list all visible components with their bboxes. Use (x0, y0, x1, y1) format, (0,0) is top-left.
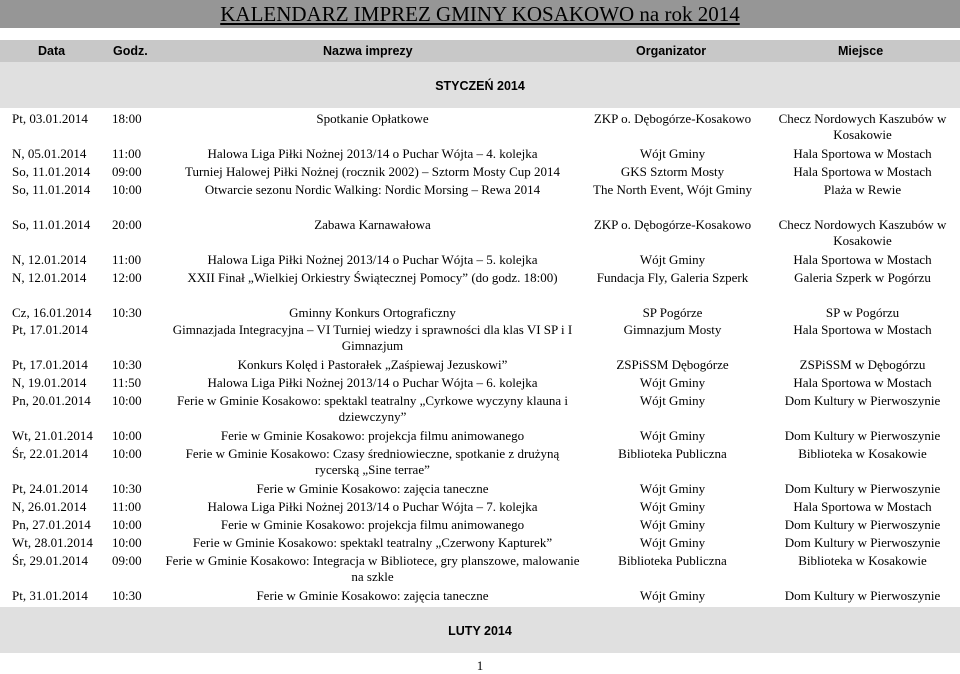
event-time: 09:00 (112, 164, 142, 179)
event-date: Wt, 21.01.2014 (12, 428, 93, 443)
event-name: Halowa Liga Piłki Nożnej 2013/14 o Puchar Wójta – 7. kolejka (207, 499, 538, 514)
event-place: SP w Pogórzu (825, 305, 900, 320)
event-time: 09:00 (112, 553, 142, 568)
event-name: Gimnazjada Integracyjna – VI Turniej wiedzy i sprawności dla klas VI SP i I Gimnazjum (172, 322, 573, 353)
event-time: 10:00 (112, 446, 142, 461)
event-organizer: Wójt Gminy (639, 517, 706, 532)
event-name: Turniej Halowej Piłki Nożnej (rocznik 2002) – Sztorm Mosty Cup 2014 (184, 164, 561, 179)
event-date: Cz, 16.01.2014 (12, 305, 92, 320)
event-organizer: ZKP o. Dębogórze-Kosakowo (593, 111, 752, 126)
event-time: 10:00 (112, 535, 142, 550)
event-name: Spotkanie Opłatkowe (316, 111, 429, 126)
event-date: So, 11.01.2014 (12, 217, 91, 232)
event-date: Śr, 29.01.2014 (12, 553, 89, 568)
event-organizer: ZSPiSSM Dębogórze (616, 357, 729, 372)
event-date: Pt, 03.01.2014 (12, 111, 88, 126)
event-date: Wt, 28.01.2014 (12, 535, 93, 550)
event-place: Dom Kultury w Pierwoszynie (784, 535, 941, 550)
event-place: Hala Sportowa w Mostach (793, 499, 932, 514)
event-organizer: Wójt Gminy (639, 481, 706, 496)
month-label: STYCZEŃ 2014 (435, 79, 525, 93)
event-name: Halowa Liga Piłki Nożnej 2013/14 o Puchar Wójta – 5. kolejka (207, 252, 538, 267)
event-time: 10:30 (112, 588, 142, 603)
event-date: N, 12.01.2014 (12, 270, 87, 285)
event-date: So, 11.01.2014 (12, 164, 91, 179)
month-label: LUTY 2014 (448, 624, 512, 638)
event-date: Pt, 17.01.2014 (12, 322, 88, 337)
event-date: Pt, 31.01.2014 (12, 588, 88, 603)
event-name: Gminny Konkurs Ortograficzny (289, 305, 456, 320)
event-time: 18:00 (112, 111, 142, 126)
event-place: Checz Nordowych Kaszubów w Kosakowie (778, 217, 947, 248)
event-time: 11:00 (112, 146, 142, 161)
event-name: Ferie w Gminie Kosakowo: zajęcia taneczne (256, 481, 489, 496)
event-place: ZSPiSSM w Dębogórzu (799, 357, 926, 372)
event-name: Ferie w Gminie Kosakowo: spektakl teatralny „Czerwony Kapturek” (192, 535, 553, 550)
header-place: Miejsce (838, 44, 884, 58)
event-date: Pn, 20.01.2014 (12, 393, 91, 408)
event-organizer: Fundacja Fly, Galeria Szperk (596, 270, 749, 285)
event-place: Checz Nordowych Kaszubów w Kosakowie (778, 111, 947, 142)
page-number: 1 (476, 658, 484, 673)
event-place: Dom Kultury w Pierwoszynie (784, 428, 941, 443)
event-date: N, 12.01.2014 (12, 252, 87, 267)
event-time: 12:00 (112, 270, 142, 285)
event-organizer: SP Pogórze (642, 305, 703, 320)
event-name: XXII Finał „Wielkiej Orkiestry Świątecznej Pomocy” (do godz. 18:00) (187, 270, 558, 285)
event-name: Konkurs Kolęd i Pastorałek „Zaśpiewaj Jezuskowi” (237, 357, 508, 372)
event-organizer: Wójt Gminy (639, 535, 706, 550)
event-date: N, 26.01.2014 (12, 499, 87, 514)
header-organizer: Organizator (636, 44, 707, 58)
event-organizer: GKS Sztorm Mosty (620, 164, 725, 179)
event-place: Hala Sportowa w Mostach (793, 375, 932, 390)
event-place: Hala Sportowa w Mostach (793, 164, 932, 179)
event-date: Śr, 22.01.2014 (12, 446, 89, 461)
event-name: Ferie w Gminie Kosakowo: Integracja w Bibliotece, gry planszowe, malowanie na szkle (165, 553, 580, 584)
event-place: Dom Kultury w Pierwoszynie (784, 517, 941, 532)
event-place: Biblioteka w Kosakowie (798, 553, 927, 568)
event-organizer: Wójt Gminy (639, 428, 706, 443)
event-name: Ferie w Gminie Kosakowo: spektakl teatralny „Cyrkowe wyczyny klauna i dziewczyny” (177, 393, 568, 424)
event-time: 10:30 (112, 357, 142, 372)
event-place: Dom Kultury w Pierwoszynie (784, 393, 941, 408)
month-heading-february (0, 607, 960, 653)
event-place: Biblioteka w Kosakowie (798, 446, 927, 461)
event-time: 10:30 (112, 481, 142, 496)
event-date: Pn, 27.01.2014 (12, 517, 91, 532)
header-date: Data (38, 44, 66, 58)
event-organizer: Wójt Gminy (639, 393, 706, 408)
event-time: 10:00 (112, 182, 142, 197)
event-date: So, 11.01.2014 (12, 182, 91, 197)
event-organizer: Wójt Gminy (639, 146, 706, 161)
event-name: Halowa Liga Piłki Nożnej 2013/14 o Puchar Wójta – 6. kolejka (207, 375, 538, 390)
event-place: Hala Sportowa w Mostach (793, 252, 932, 267)
event-date: N, 05.01.2014 (12, 146, 87, 161)
event-place: Plaża w Rewie (823, 182, 902, 197)
event-place: Hala Sportowa w Mostach (793, 146, 932, 161)
event-name: Ferie w Gminie Kosakowo: projekcja filmu animowanego (220, 517, 525, 532)
event-organizer: The North Event, Wójt Gminy (593, 182, 752, 197)
event-time: 11:00 (112, 499, 142, 514)
header-time: Godz. (113, 44, 148, 58)
event-time: 10:00 (112, 393, 142, 408)
event-place: Dom Kultury w Pierwoszynie (784, 588, 941, 603)
event-name: Ferie w Gminie Kosakowo: zajęcia taneczne (256, 588, 489, 603)
event-time: 10:00 (112, 428, 142, 443)
event-place: Hala Sportowa w Mostach (793, 322, 932, 337)
event-organizer: Biblioteka Publiczna (618, 446, 727, 461)
event-time: 10:30 (112, 305, 142, 320)
event-organizer: Wójt Gminy (639, 375, 706, 390)
month-heading-january (0, 62, 960, 108)
event-place: Dom Kultury w Pierwoszynie (784, 481, 941, 496)
event-organizer: Wójt Gminy (639, 252, 706, 267)
event-date: Pt, 17.01.2014 (12, 357, 88, 372)
event-organizer: Biblioteka Publiczna (618, 553, 727, 568)
header-name: Nazwa imprezy (323, 44, 413, 58)
event-time: 11:50 (112, 375, 142, 390)
event-name: Ferie w Gminie Kosakowo: projekcja filmu animowanego (220, 428, 525, 443)
event-time: 10:00 (112, 517, 142, 532)
event-date: N, 19.01.2014 (12, 375, 87, 390)
event-name: Zabawa Karnawałowa (314, 217, 431, 232)
event-organizer: Wójt Gminy (639, 588, 706, 603)
document-title-bar (0, 0, 960, 28)
event-place: Galeria Szperk w Pogórzu (794, 270, 931, 285)
event-name: Halowa Liga Piłki Nożnej 2013/14 o Puchar Wójta – 4. kolejka (207, 146, 538, 161)
event-organizer: Wójt Gminy (639, 499, 706, 514)
event-organizer: Gimnazjum Mosty (623, 322, 722, 337)
table-header (0, 40, 960, 62)
event-name: Ferie w Gminie Kosakowo: Czasy średniowieczne, spotkanie z drużyną rycerską „Sine terrae” (185, 446, 560, 477)
event-name: Otwarcie sezonu Nordic Walking: Nordic Morsing – Rewa 2014 (204, 182, 541, 197)
event-organizer: ZKP o. Dębogórze-Kosakowo (593, 217, 752, 232)
document-title: KALENDARZ IMPREZ GMINY KOSAKOWO na rok 2014 (220, 2, 740, 26)
event-date: Pt, 24.01.2014 (12, 481, 88, 496)
event-time: 20:00 (112, 217, 142, 232)
event-time: 11:00 (112, 252, 142, 267)
